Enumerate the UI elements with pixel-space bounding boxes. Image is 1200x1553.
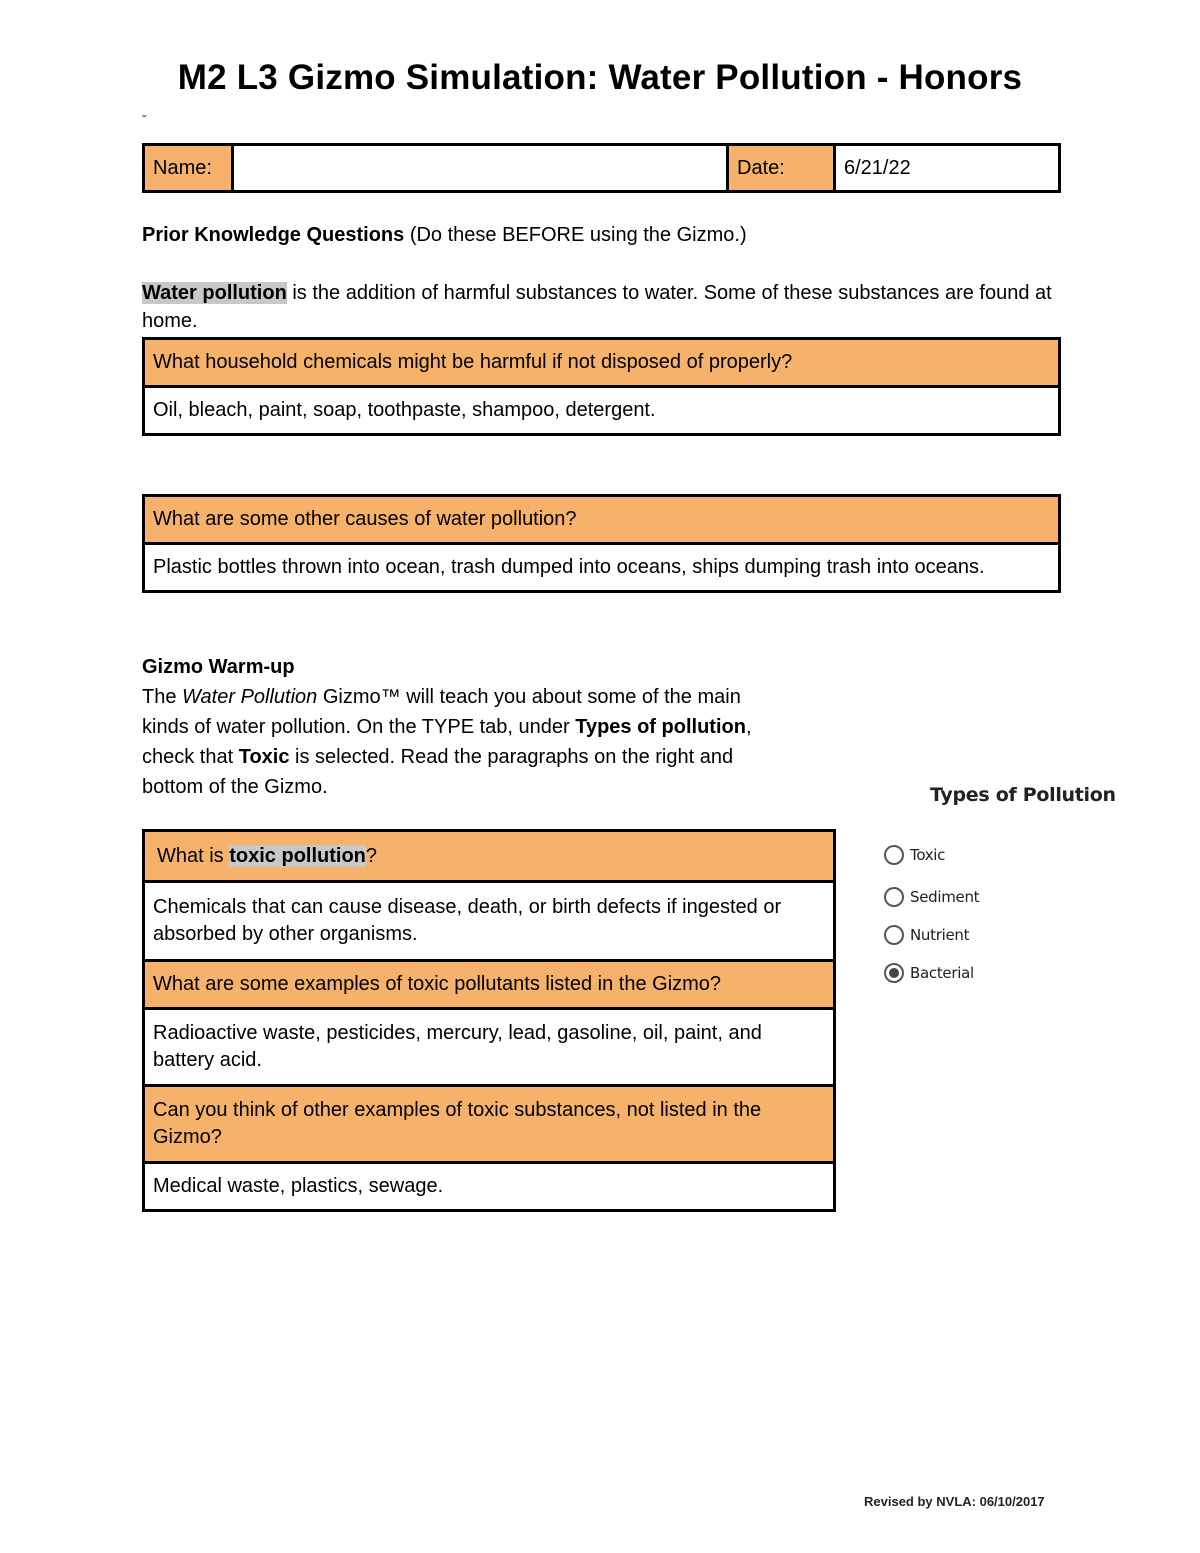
types-of-pollution-term: Types of pollution <box>575 716 746 738</box>
radio-bacterial[interactable] <box>884 954 1118 992</box>
prior-heading-bold: Prior Knowledge Questions <box>142 224 405 246</box>
name-date-table <box>142 143 1061 193</box>
answer-1[interactable]: Oil, bleach, paint, soap, toothpaste, shampoo, detergent. <box>144 387 1060 435</box>
answer-5[interactable]: Medical waste, plastics, sewage. <box>144 1163 835 1211</box>
prior-intro <box>142 279 1061 335</box>
warmup-text-4: is selected. Read the paragraphs on the right and bottom of the Gizmo. <box>142 746 734 798</box>
warmup-text-2: Gizmo™ will teach you about some of the main kinds of water pollution. On the TYPE tab, under <box>142 686 741 738</box>
answer-4[interactable]: Radioactive waste, pesticides, mercury, lead, gasoline, oil, paint, and battery acid. <box>144 1009 835 1086</box>
prior-heading-rest: (Do these BEFORE using the Gizmo.) <box>404 224 747 246</box>
radio-button-icon[interactable] <box>884 887 904 907</box>
warmup-paragraph <box>142 682 767 802</box>
page-title: M2 L3 Gizmo Simulation: Water Pollution - Honors <box>177 58 1023 97</box>
prior-knowledge-heading <box>142 220 747 250</box>
prior-intro-rest: is the addition of harmful substances to water. Some of these substances are found at home. <box>142 282 1052 332</box>
warmup-text-3: , check that <box>142 716 752 768</box>
answer-3[interactable]: Chemicals that can cause disease, death, or birth defects if ingested or absorbed by other organisms. <box>144 882 835 961</box>
radio-label-bacterial: Bacterial <box>910 964 974 982</box>
radio-button-icon[interactable] <box>884 845 904 865</box>
warmup-text-1: The <box>142 686 183 708</box>
toxic-term: Toxic <box>238 746 290 768</box>
question-2: What are some other causes of water pollution? <box>144 496 1060 544</box>
question-3 <box>144 831 835 882</box>
answer-2[interactable]: Plastic bottles thrown into ocean, trash dumped into oceans, ships dumping trash into oceans. <box>144 544 1060 592</box>
q3-pre: What is <box>157 844 230 867</box>
question-1: What household chemicals might be harmful if not disposed of properly? <box>144 339 1060 387</box>
gizmo-name: Water Pollution <box>182 686 318 708</box>
revision-footer: Revised by NVLA: 06/10/2017 <box>864 1494 1045 1509</box>
pollution-types-panel <box>878 784 1118 992</box>
question-table-1 <box>142 337 1061 436</box>
radio-sediment[interactable] <box>884 878 1118 916</box>
radio-nutrient[interactable] <box>884 916 1118 954</box>
warmup-question-table <box>142 829 836 1212</box>
radio-button-selected-icon[interactable] <box>884 963 904 983</box>
water-pollution-term: Water pollution <box>142 282 287 304</box>
pollution-types-title: Types of Pollution <box>930 784 1116 806</box>
question-5: Can you think of other examples of toxic substances, not listed in the Gizmo? <box>144 1086 835 1163</box>
radio-button-icon[interactable] <box>884 925 904 945</box>
date-field[interactable]: 6/21/22 <box>835 145 1060 192</box>
question-table-2 <box>142 494 1061 593</box>
toxic-pollution-term: toxic pollution <box>229 844 366 867</box>
radio-label-nutrient: Nutrient <box>910 926 970 944</box>
warmup-heading: Gizmo Warm-up <box>142 656 295 678</box>
q3-post: ? <box>365 844 378 867</box>
question-4: What are some examples of toxic pollutants listed in the Gizmo? <box>144 961 835 1009</box>
radio-label-sediment: Sediment <box>910 888 980 906</box>
caret-mark: ˇ <box>142 112 147 128</box>
radio-toxic[interactable] <box>884 836 1118 874</box>
name-field[interactable] <box>233 145 728 192</box>
radio-label-toxic: Toxic <box>910 846 946 864</box>
name-label: Name: <box>144 145 233 192</box>
date-label: Date: <box>728 145 835 192</box>
